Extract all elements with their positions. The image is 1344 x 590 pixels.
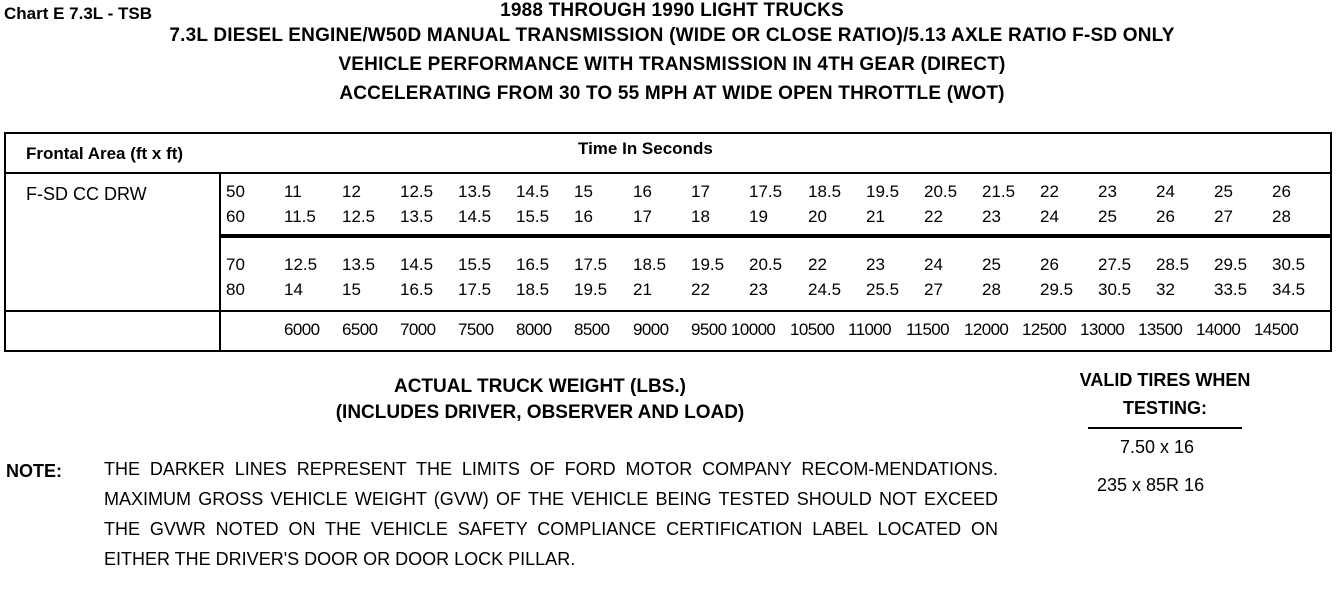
time-cell: 30.5: [1098, 280, 1132, 299]
weight-cell: 8000: [516, 320, 552, 339]
time-cell: 14: [284, 280, 303, 299]
vehicle-label: F-SD CC DRW: [26, 184, 147, 204]
time-cell: 27: [1214, 207, 1233, 226]
time-cell: 20: [808, 207, 827, 226]
time-cell: 17.5: [749, 182, 783, 201]
time-cell: 18.5: [633, 255, 667, 274]
time-cell: 28.5: [1156, 255, 1190, 274]
time-cell: 19.5: [574, 280, 608, 299]
time-cell: 17: [633, 207, 652, 226]
frontal-area-value: 80: [226, 280, 245, 299]
weight-cell: 6000: [284, 320, 320, 339]
tire-size-2: 235 x 85R 16: [1097, 475, 1205, 495]
time-cell: 21.5: [982, 182, 1016, 201]
tires-title-line-1: VALID TIRES WHEN: [1079, 370, 1251, 390]
note-text: THE DARKER LINES REPRESENT THE LIMITS OF FORD MOTOR COMPANY RECOM-MENDATIONS. MAXIMUM GROSS VEHICLE WEIGHT (GVW) OF THE VEHICLE BEING TESTED SHOULD NOT EXCEED THE GVWR NOTED ON THE VEHICLE SAFETY COMPLIANCE CERTIFICATION LABEL LOCATED ON EITHER THE DRIVER'S DOOR OR DOOR LOCK PILLAR.: [104, 459, 998, 569]
time-cell: 16: [633, 182, 652, 201]
weight-cell: 10000: [731, 320, 776, 339]
frontal-area-value: 60: [226, 207, 245, 226]
time-cell: 14.5: [516, 182, 550, 201]
weight-cell: 7500: [458, 320, 494, 339]
time-cell: 15.5: [458, 255, 492, 274]
weight-cell: 9500: [691, 320, 727, 339]
time-cell: 23: [866, 255, 885, 274]
time-cell: 24: [1156, 182, 1175, 201]
time-cell: 22: [808, 255, 827, 274]
time-cell: 19.5: [691, 255, 725, 274]
header-line-3: VEHICLE PERFORMANCE WITH TRANSMISSION IN 4TH GEAR (DIRECT): [338, 54, 1006, 75]
weight-cell: 8500: [574, 320, 610, 339]
time-cell: 15: [342, 280, 361, 299]
time-cell: 16.5: [400, 280, 434, 299]
time-cell: 23: [1098, 182, 1117, 201]
time-cell: 12: [342, 182, 361, 201]
time-cell: 28: [1272, 207, 1291, 226]
weight-cell: 9000: [633, 320, 669, 339]
weight-cell: 13000: [1080, 320, 1125, 339]
weight-cell: 14500: [1254, 320, 1299, 339]
time-cell: 14.5: [458, 207, 492, 226]
time-cell: 22: [691, 280, 710, 299]
time-cell: 12.5: [284, 255, 318, 274]
time-cell: 34.5: [1272, 280, 1306, 299]
time-header: Time In Seconds: [578, 139, 713, 158]
weight-caption-line-1: ACTUAL TRUCK WEIGHT (LBS.): [393, 376, 686, 397]
time-cell: 12.5: [400, 182, 434, 201]
time-cell: 13.5: [342, 255, 376, 274]
time-cell: 22: [1040, 182, 1059, 201]
time-cell: 24.5: [808, 280, 842, 299]
time-cell: 17: [691, 182, 710, 201]
frontal-area-value: 70: [226, 255, 245, 274]
time-cell: 15: [574, 182, 593, 201]
weight-cell: 14000: [1196, 320, 1241, 339]
header-divider: [6, 172, 1330, 174]
time-cell: 23: [749, 280, 768, 299]
time-cell: 29.5: [1040, 280, 1074, 299]
frontal-area-header: Frontal Area (ft x ft): [26, 144, 184, 163]
weight-caption-line-2: (INCLUDES DRIVER, OBSERVER AND LOAD): [335, 402, 745, 423]
label-column-divider: [219, 172, 221, 350]
time-cell: 25: [1214, 182, 1233, 201]
time-cell: 21: [633, 280, 652, 299]
weight-cell: 11000: [848, 320, 892, 339]
time-cell: 27.5: [1098, 255, 1132, 274]
time-cell: 14.5: [400, 255, 434, 274]
time-cell: 12.5: [342, 207, 376, 226]
time-cell: 24: [924, 255, 943, 274]
time-cell: 26: [1040, 255, 1059, 274]
time-cell: 21: [866, 207, 885, 226]
time-cell: 18: [691, 207, 710, 226]
darker-limit-line: [220, 234, 1330, 238]
time-cell: 32: [1156, 280, 1175, 299]
time-cell: 26: [1272, 182, 1291, 201]
time-cell: 20.5: [924, 182, 958, 201]
tires-title-line-2: TESTING:: [1123, 398, 1207, 418]
time-cell: 19: [749, 207, 768, 226]
time-cell: 25: [982, 255, 1001, 274]
note-label: NOTE:: [6, 461, 62, 481]
weight-cell: 13500: [1138, 320, 1183, 339]
time-cell: 17.5: [458, 280, 492, 299]
weight-cell: 12500: [1022, 320, 1067, 339]
time-cell: 23: [982, 207, 1001, 226]
time-cell: 33.5: [1214, 280, 1248, 299]
time-cell: 20.5: [749, 255, 783, 274]
time-cell: 11.5: [284, 207, 316, 226]
weight-cell: 6500: [342, 320, 378, 339]
time-cell: 16: [574, 207, 593, 226]
time-cell: 24: [1040, 207, 1059, 226]
time-cell: 15.5: [516, 207, 550, 226]
time-cell: 19.5: [866, 182, 900, 201]
weight-cell: 12000: [964, 320, 1009, 339]
weight-cell: 11500: [906, 320, 950, 339]
time-cell: 30.5: [1272, 255, 1306, 274]
time-cell: 16.5: [516, 255, 550, 274]
weight-cell: 10500: [790, 320, 835, 339]
time-cell: 26: [1156, 207, 1175, 226]
time-cell: 18.5: [808, 182, 842, 201]
time-cell: 25.5: [866, 280, 900, 299]
header-line-2: 7.3L DIESEL ENGINE/W50D MANUAL TRANSMISSION (WIDE OR CLOSE RATIO)/5.13 AXLE RATIO F-SD ONLY: [169, 25, 1175, 46]
time-cell: 25: [1098, 207, 1117, 226]
performance-table: [4, 132, 1332, 352]
frontal-area-value: 50: [226, 182, 245, 201]
time-cell: 17.5: [574, 255, 608, 274]
tire-size-1: 7.50 x 16: [1120, 437, 1195, 457]
time-cell: 29.5: [1214, 255, 1248, 274]
chart-id: Chart E 7.3L - TSB: [4, 4, 152, 23]
weight-cell: 7000: [400, 320, 436, 339]
time-cell: 11: [284, 182, 302, 201]
time-cell: 27: [924, 280, 943, 299]
weights-divider: [6, 310, 1330, 312]
header-line-1: 1988 THROUGH 1990 LIGHT TRUCKS: [500, 0, 844, 21]
tires-divider: [1088, 427, 1242, 429]
time-cell: 22: [924, 207, 943, 226]
time-cell: 13.5: [458, 182, 492, 201]
header-line-4: ACCELERATING FROM 30 TO 55 MPH AT WIDE OPEN THROTTLE (WOT): [339, 83, 1005, 104]
time-cell: 13.5: [400, 207, 434, 226]
time-cell: 18.5: [516, 280, 550, 299]
time-cell: 28: [982, 280, 1001, 299]
